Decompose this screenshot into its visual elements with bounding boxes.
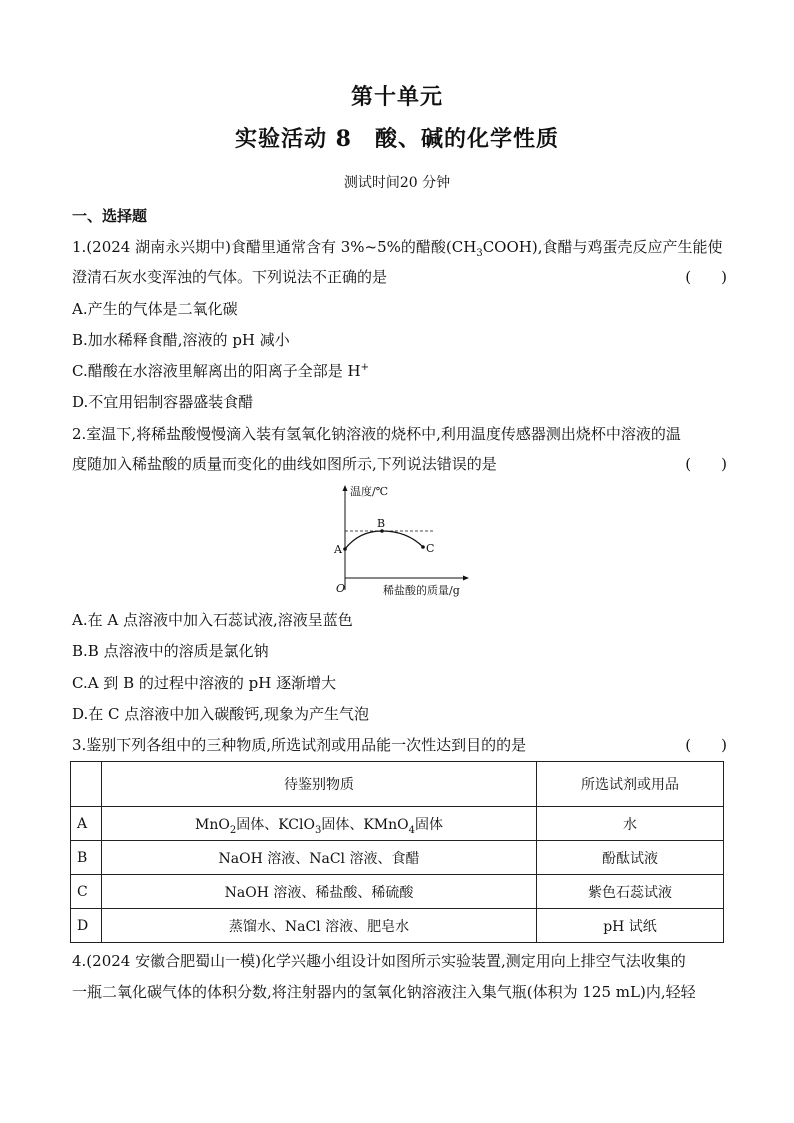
y-axis-arrow [343, 485, 348, 491]
q2-answer-blank: ( ) [685, 455, 727, 473]
row-a-materials [102, 807, 537, 841]
q4-stem-line2: 一瓶二氧化碳气体的体积分数,将注射器内的氢氧化钠溶液注入集气瓶(体积为 125 mL)内,轻轻 [72, 983, 696, 1001]
q1-text-line2: 澄清石灰水变浑浊的气体。下列说法不正确的是 [72, 268, 388, 286]
table-header-key [71, 762, 102, 807]
point-c-marker [421, 545, 425, 549]
row-b-materials: NaOH 溶液、NaCl 溶液、食醋 [102, 841, 537, 875]
row-a-sub1: 2 [229, 824, 237, 836]
origin-label: O [336, 582, 346, 595]
q3-answer-blank: ( ) [685, 736, 727, 754]
q2-option-b: B.B 点溶液中的溶质是氯化钠 [72, 642, 269, 660]
unit-heading: 第十单元 [350, 84, 443, 110]
row-a-sub3: 4 [408, 824, 415, 836]
row-c-reagent: 紫色石蕊试液 [537, 875, 724, 909]
test-time: 测试时间20 分钟 [343, 175, 451, 191]
q1-stem-line1 [72, 236, 727, 258]
q1-option-b: B.加水稀释食醋,溶液的 pH 减小 [72, 331, 290, 349]
point-a-label: A [334, 543, 342, 556]
table-row [71, 841, 724, 875]
q1-sub: 3 [476, 248, 483, 259]
section-heading: 一、选择题 [72, 207, 148, 225]
q1-text-b: COOH),食醋与鸡蛋壳反应产生能使 [482, 238, 723, 256]
point-a-marker [343, 547, 347, 551]
q2-stem-line1: 2.室温下,将稀盐酸慢慢滴入装有氢氧化钠溶液的烧杯中,利用温度传感器测出烧杯中溶液的温 [72, 425, 681, 443]
table-header-materials: 待鉴别物质 [102, 762, 537, 807]
q1-text-a: 1.(2024 湖南永兴期中)食醋里通常含有 3%~5%的醋酸(CH [72, 238, 477, 256]
row-a-reagent: 水 [537, 807, 724, 841]
q1-stem-line2 [72, 266, 727, 288]
row-b-reagent: 酚酞试液 [537, 841, 724, 875]
y-axis-label: 温度/℃ [350, 485, 389, 498]
row-d-materials: 蒸馏水、NaCl 溶液、肥皂水 [102, 909, 537, 943]
q1-answer-blank: ( ) [685, 268, 727, 286]
table-header-row [71, 762, 724, 807]
table-header-reagent: 所选试剂或用品 [537, 762, 724, 807]
q1-option-d: D.不宜用铝制容器盛装食醋 [72, 393, 254, 411]
x-axis-label: 稀盐酸的质量/g [383, 584, 460, 597]
q3-stem [72, 734, 727, 756]
row-d-reagent: pH 试纸 [537, 909, 724, 943]
q2-option-d: D.在 C 点溶液中加入碳酸钙,现象为产生气泡 [72, 705, 370, 723]
table-row [71, 875, 724, 909]
row-c-materials: NaOH 溶液、稀盐酸、稀硫酸 [102, 875, 537, 909]
q2-option-c: C.A 到 B 的过程中溶液的 pH 逐渐增大 [72, 674, 337, 692]
q3-identification-table [70, 761, 724, 943]
table-row [71, 909, 724, 943]
row-a-solid: 固体 [415, 816, 443, 833]
row-a-kclo3: 固体、KClO [236, 816, 315, 833]
row-a-key: A [71, 807, 102, 841]
row-c-key: C [71, 875, 102, 909]
x-axis-arrow [463, 576, 469, 581]
q1-option-c-sup: + [360, 362, 369, 373]
temperature-curve [345, 531, 423, 549]
q2-option-a: A.在 A 点溶液中加入石蕊试液,溶液呈蓝色 [72, 611, 353, 629]
table-row [71, 807, 724, 841]
q2-text-line2: 度随加入稀盐酸的质量而变化的曲线如图所示,下列说法错误的是 [72, 455, 497, 473]
point-b-label: B [377, 517, 386, 530]
row-a-sub2: 3 [314, 824, 322, 836]
q3-text: 3.鉴别下列各组中的三种物质,所选试剂或用品能一次性达到目的的是 [72, 736, 527, 754]
q4-stem-line1: 4.(2024 安徽合肥蜀山一模)化学兴趣小组设计如图所示实验装置,测定用向上排空气法收集的 [72, 952, 686, 970]
q1-option-c-text: C.醋酸在水溶液里解离出的阳离子全部是 H [72, 362, 361, 380]
temperature-curve-figure [325, 482, 475, 600]
q1-option-c [72, 360, 727, 382]
page-title: 实验活动 8 酸、碱的化学性质 [235, 126, 559, 152]
point-c-label: C [426, 542, 435, 555]
row-a-kmno4: 固体、KMnO [321, 816, 409, 833]
row-a-mno2: MnO [194, 816, 230, 833]
q1-option-a: A.产生的气体是二氧化碳 [72, 300, 238, 318]
row-b-key: B [71, 841, 102, 875]
q2-stem-line2 [72, 453, 727, 475]
row-d-key: D [71, 909, 102, 943]
